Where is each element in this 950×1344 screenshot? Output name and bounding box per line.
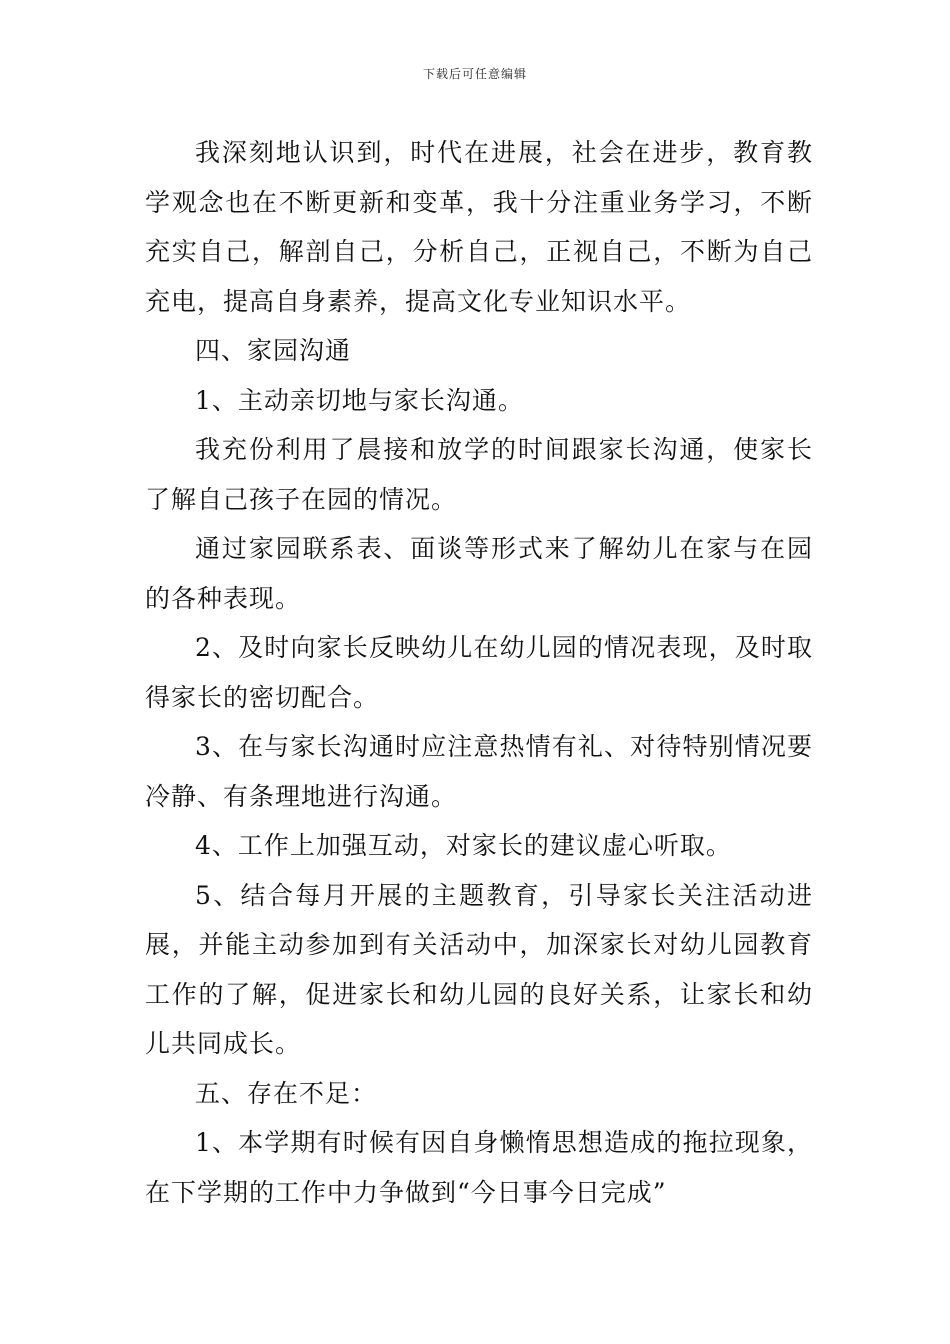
paragraph-self-reflection: 我深刻地认识到，时代在进展，社会在进步，教育教学观念也在不断更新和变革，我十分注重业务学习，不断充实自己，解剖自己，分析自己，正视自己，不断为自己充电，提高自身素养，提高文化专业知识水平。	[145, 138, 813, 316]
paragraph-contact-form: 通过家园联系表、面谈等形式来了解幼儿在家与在园的各种表现。	[145, 534, 813, 613]
section-heading-home-school-communication: 四、家园沟通	[195, 336, 352, 365]
item-4-listen-to-suggestions: 4、工作上加强互动，对家长的建议虚心听取。	[195, 831, 732, 860]
item-2-report-to-parents: 2、及时向家长反映幼儿在幼儿园的情况表现，及时取得家长的密切配合。	[145, 633, 813, 712]
paragraph-pickup-time-communication: 我充份利用了晨接和放学的时间跟家长沟通，使家长了解自己孩子在园的情况。	[145, 435, 813, 514]
section-heading-shortcomings: 五、存在不足：	[195, 1078, 378, 1108]
page-header-note: 下载后可任意编辑	[422, 67, 527, 81]
item-5-theme-education: 5、结合每月开展的主题教育，引导家长关注活动进展，并能主动参加到有关活动中，加深家长对幼儿园教育工作的了解，促进家长和幼儿园的良好关系，让家长和幼儿共同成长。	[145, 880, 813, 1058]
item-1-communicate-with-parents: 1、主动亲切地与家长沟通。	[195, 385, 524, 415]
item-1-procrastination: 1、本学期有时候有因自身懒惰思想造成的拖拉现象，在下学期的工作中力争做到“今日事今日完成”	[145, 1128, 813, 1207]
item-3-courteous-communication: 3、在与家长沟通时应注意热情有礼、对待特别情况要冷静、有条理地进行沟通。	[145, 732, 813, 811]
document-body	[145, 128, 813, 1217]
